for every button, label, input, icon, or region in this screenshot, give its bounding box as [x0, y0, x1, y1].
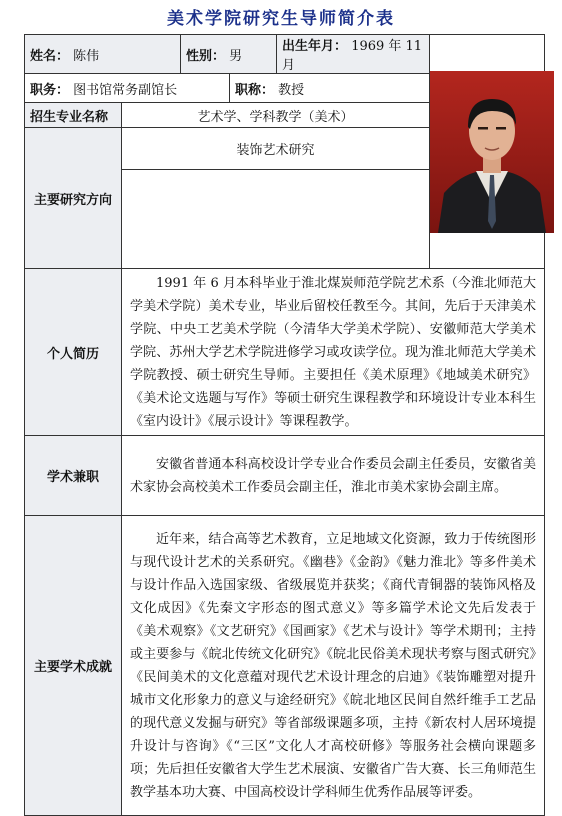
- position-cell: [25, 74, 230, 103]
- gender-cell: [181, 35, 277, 74]
- name-cell: [25, 35, 181, 74]
- portrait-photo: [430, 71, 554, 233]
- name-value: 陈伟: [73, 48, 100, 64]
- research-value: 装饰艺术研究: [236, 143, 315, 158]
- profile-table: [24, 34, 545, 816]
- achievements-label: 主要学术成就: [25, 516, 122, 816]
- research-label: 主要研究方向: [25, 128, 122, 269]
- name-label: 姓名：: [30, 48, 70, 64]
- research-cell: [122, 128, 430, 269]
- major-value: 艺术学、学科教学（美术）: [122, 103, 430, 128]
- posts-label: 学术兼职: [25, 436, 122, 516]
- birth-value: 1969 年 11 月: [282, 39, 423, 73]
- birth-cell: [277, 35, 430, 74]
- photo-cell: [430, 35, 545, 269]
- position-label: 职务：: [30, 82, 70, 98]
- gender-label: 性别：: [186, 48, 226, 64]
- major-label: 招生专业名称: [25, 103, 122, 128]
- position-value: 图书馆常务副馆长: [73, 82, 178, 98]
- page-title: 美术学院研究生导师简介表: [167, 9, 395, 29]
- achievements-text: 近年来，结合高等艺术教育，立足地域文化资源，致力于传统图形与现代设计艺术的关系研究。《幽巷》《金韵》《魅力淮北》等多件美术与设计作品入选国家级、省级展览并获奖；《商代青铜器的装饰风格及文化成因》《先秦文字形态的图式意义》等多篇学术论文先后发表于《美术观察》《文艺研究》《国画家》《艺术与设计》等学术期刊；主持或主要参与《皖北传统文化研究》《皖北民俗美术现状考察与图式研究》《民间美术的文化意蕴对现代艺术设计理念的启迪》《装饰雕塑对提升城市文化形象力的意义与途经研究》《皖北地区民间自然纤维手工艺品的现代意义发掘与研究》等省部级课题多项，主持《新农村人居环境提升设计与咨询》《“三区”文化人才高校研修》等服务社会横向课题多项；先后担任安徽省大学生艺术展演、安徽省广告大赛、长三角师范生教学基本功大赛、中国高校设计学科师生优秀作品展等评委。: [122, 516, 545, 816]
- posts-text: 安徽省普通本科高校设计学专业合作委员会副主任委员，安徽省美术家协会高校美术工作委员会副主任，淮北市美术家协会副主席。: [122, 436, 545, 516]
- research-value-row: [122, 128, 429, 170]
- gender-value: 男: [229, 48, 243, 64]
- bio-text: 1991 年 6 月本科毕业于淮北煤炭师范学院艺术系（今淮北师范大学美术学院）美术专业，毕业后留校任教至今。其间，先后于天津美术学院、中央工艺美术学院（今清华大学美术学院）、安徽师范大学美术学院、苏州大学艺术学院进修学习或攻读学位。现为淮北师范大学美术学院教授、硕士研究生导师。主要担任《美术原理》《地域美术研究》《美术论文选题与写作》等硕士研究生课程教学和环境设计专业本科生《室内设计》《展示设计》等课程教学。: [122, 269, 545, 436]
- birth-label: 出生年月：: [282, 39, 348, 54]
- rank-label: 职称：: [235, 82, 275, 98]
- rank-value: 教授: [278, 82, 305, 98]
- bio-label: 个人简历: [25, 269, 122, 436]
- rank-cell: [230, 74, 430, 103]
